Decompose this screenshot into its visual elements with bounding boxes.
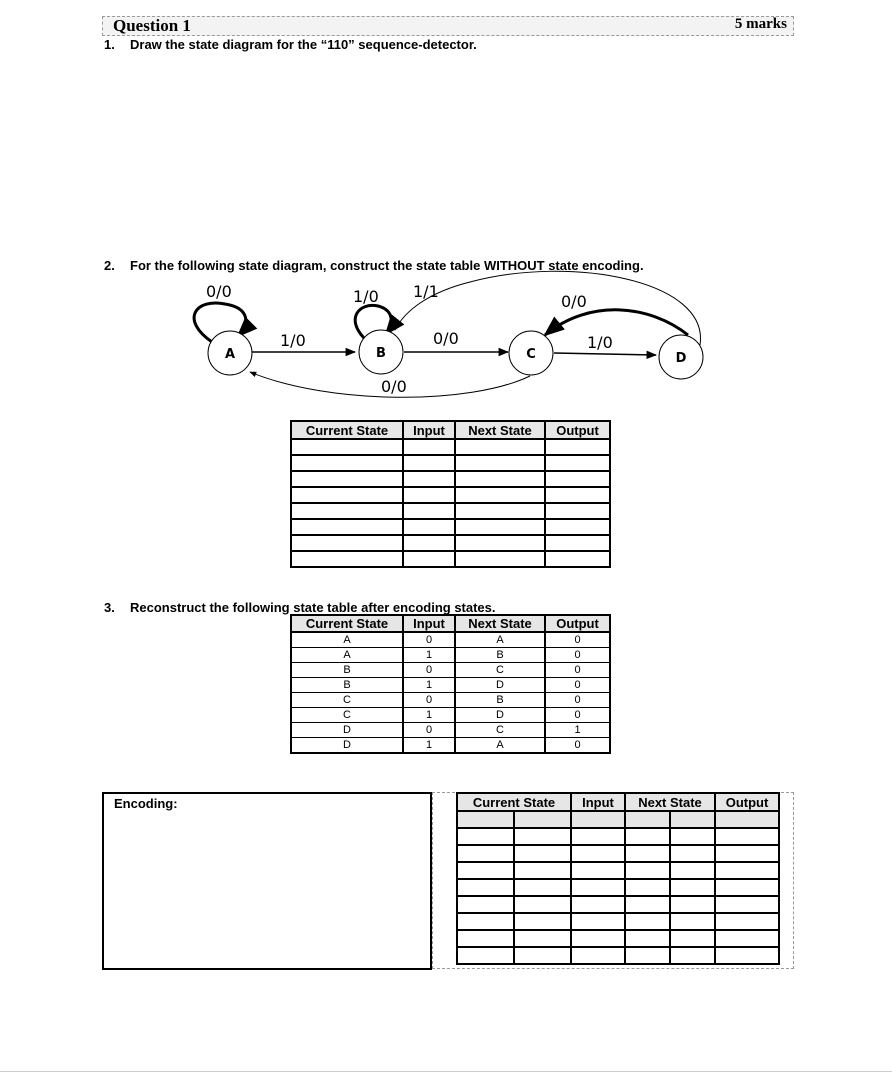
cell-current-state: D <box>291 738 403 754</box>
blank-cell[interactable] <box>545 471 610 487</box>
label-a-self: 0/0 <box>206 282 232 301</box>
blank-row <box>457 947 779 964</box>
encoded-state-table-blank <box>456 792 780 965</box>
blank-cell[interactable] <box>455 471 545 487</box>
question-1-number: 1. <box>104 37 115 52</box>
blank-cell[interactable] <box>571 896 625 913</box>
blank-cell[interactable] <box>715 930 779 947</box>
blank-cell[interactable] <box>457 862 514 879</box>
blank-cell[interactable] <box>625 947 670 964</box>
state-c-label: C <box>526 347 536 362</box>
blank-row <box>291 439 610 455</box>
blank-cell[interactable] <box>545 439 610 455</box>
question-1-text: Draw the state diagram for the “110” sequence-detector. <box>130 37 477 52</box>
table-row <box>291 693 610 708</box>
cell-output: 0 <box>545 648 610 663</box>
blank-cell[interactable] <box>571 828 625 845</box>
blank-cell[interactable] <box>514 879 571 896</box>
cell-next-state: C <box>455 723 545 738</box>
header-output: Output <box>715 793 779 811</box>
cell-current-state: B <box>291 663 403 678</box>
cell-current-state: A <box>291 632 403 648</box>
question-3-number: 3. <box>104 600 115 615</box>
blank-cell[interactable] <box>457 947 514 964</box>
blank-cell[interactable] <box>291 535 403 551</box>
label-d-to-b: 1/1 <box>413 282 439 301</box>
label-b-to-c: 0/0 <box>433 329 459 348</box>
cell-input: 0 <box>403 632 455 648</box>
blank-cell[interactable] <box>670 828 715 845</box>
header-output: Output <box>545 421 610 439</box>
state-table-blank <box>290 420 611 568</box>
blank-cell[interactable] <box>291 439 403 455</box>
blank-cell[interactable] <box>715 913 779 930</box>
cell-input: 1 <box>403 648 455 663</box>
header-current-state: Current State <box>457 793 571 811</box>
blank-cell[interactable] <box>403 519 455 535</box>
state-table-filled <box>290 614 611 754</box>
blank-cell[interactable] <box>625 845 670 862</box>
table-row <box>291 708 610 723</box>
question-title: Question 1 <box>113 16 191 35</box>
header-current-state: Current State <box>291 421 403 439</box>
blank-cell[interactable] <box>625 811 670 828</box>
blank-cell[interactable] <box>457 896 514 913</box>
blank-cell[interactable] <box>457 845 514 862</box>
blank-cell[interactable] <box>545 519 610 535</box>
cell-output: 1 <box>545 723 610 738</box>
header-current-state: Current State <box>291 615 403 632</box>
blank-cell[interactable] <box>625 828 670 845</box>
table-row <box>291 632 610 648</box>
encoding-box[interactable] <box>102 792 432 970</box>
cell-input: 1 <box>403 738 455 754</box>
blank-cell[interactable] <box>455 519 545 535</box>
cell-input: 1 <box>403 678 455 693</box>
header-input: Input <box>403 421 455 439</box>
header-next-state: Next State <box>455 421 545 439</box>
blank-row <box>291 471 610 487</box>
cell-input: 1 <box>403 708 455 723</box>
header-output: Output <box>545 615 610 632</box>
header-next-state: Next State <box>625 793 715 811</box>
blank-row <box>457 879 779 896</box>
blank-cell[interactable] <box>715 828 779 845</box>
blank-cell[interactable] <box>545 455 610 471</box>
blank-cell[interactable] <box>625 913 670 930</box>
blank-cell[interactable] <box>455 503 545 519</box>
question-3-text: Reconstruct the following state table after encoding states. <box>130 600 496 615</box>
blank-cell[interactable] <box>455 535 545 551</box>
table-row <box>291 648 610 663</box>
cell-output: 0 <box>545 738 610 754</box>
blank-cell[interactable] <box>715 862 779 879</box>
table-row <box>291 663 610 678</box>
encoding-label: Encoding: <box>114 796 178 811</box>
blank-cell[interactable] <box>291 551 403 567</box>
blank-row <box>291 535 610 551</box>
cell-output: 0 <box>545 708 610 723</box>
cell-input: 0 <box>403 723 455 738</box>
cell-current-state: A <box>291 648 403 663</box>
cell-next-state: C <box>455 663 545 678</box>
table-row <box>291 723 610 738</box>
blank-row <box>457 896 779 913</box>
blank-cell[interactable] <box>291 455 403 471</box>
blank-row <box>457 828 779 845</box>
table-row <box>291 738 610 754</box>
blank-cell[interactable] <box>571 947 625 964</box>
question-2-number: 2. <box>104 258 115 273</box>
state-d <box>659 335 703 379</box>
blank-row <box>457 862 779 879</box>
blank-cell[interactable] <box>514 828 571 845</box>
blank-row <box>291 455 610 471</box>
label-d-to-c: 0/0 <box>561 292 587 311</box>
state-d-label: D <box>675 351 687 366</box>
state-a <box>208 331 252 375</box>
state-b-label: B <box>376 346 386 361</box>
blank-row <box>457 930 779 947</box>
blank-cell[interactable] <box>403 439 455 455</box>
blank-cell[interactable] <box>625 930 670 947</box>
cell-next-state: D <box>455 708 545 723</box>
cell-output: 0 <box>545 663 610 678</box>
blank-cell[interactable] <box>455 439 545 455</box>
blank-row <box>291 551 610 567</box>
blank-cell[interactable] <box>291 471 403 487</box>
blank-row <box>291 487 610 503</box>
blank-cell[interactable] <box>403 487 455 503</box>
state-c <box>509 331 553 375</box>
label-c-to-a: 0/0 <box>381 377 407 396</box>
header-input: Input <box>571 793 625 811</box>
blank-cell[interactable] <box>670 896 715 913</box>
blank-cell[interactable] <box>670 845 715 862</box>
cell-next-state: D <box>455 678 545 693</box>
blank-cell[interactable] <box>291 519 403 535</box>
blank-cell[interactable] <box>403 455 455 471</box>
cell-current-state: D <box>291 723 403 738</box>
blank-cell[interactable] <box>455 551 545 567</box>
blank-cell[interactable] <box>670 811 715 828</box>
blank-cell[interactable] <box>715 879 779 896</box>
blank-cell[interactable] <box>457 879 514 896</box>
blank-cell[interactable] <box>514 896 571 913</box>
cell-next-state: B <box>455 648 545 663</box>
cell-next-state: A <box>455 738 545 754</box>
blank-cell[interactable] <box>670 879 715 896</box>
blank-cell[interactable] <box>571 862 625 879</box>
blank-cell[interactable] <box>514 930 571 947</box>
label-a-to-b: 1/0 <box>280 331 306 350</box>
blank-cell[interactable] <box>403 551 455 567</box>
label-c-to-d: 1/0 <box>587 333 613 352</box>
cell-next-state: B <box>455 693 545 708</box>
blank-row <box>457 811 779 828</box>
blank-cell[interactable] <box>625 879 670 896</box>
blank-cell[interactable] <box>514 845 571 862</box>
transition-c-to-d <box>554 353 656 355</box>
blank-cell[interactable] <box>545 551 610 567</box>
cell-current-state: C <box>291 708 403 723</box>
blank-cell[interactable] <box>571 811 625 828</box>
transition-d-to-c <box>545 310 688 335</box>
header-input: Input <box>403 615 455 632</box>
blank-cell[interactable] <box>291 487 403 503</box>
blank-cell[interactable] <box>625 862 670 879</box>
blank-cell[interactable] <box>545 535 610 551</box>
blank-cell[interactable] <box>625 896 670 913</box>
state-diagram <box>0 0 892 420</box>
cell-input: 0 <box>403 663 455 678</box>
header-next-state: Next State <box>455 615 545 632</box>
blank-cell[interactable] <box>403 535 455 551</box>
table-row <box>291 678 610 693</box>
blank-cell[interactable] <box>457 930 514 947</box>
blank-cell[interactable] <box>514 811 571 828</box>
blank-cell[interactable] <box>545 487 610 503</box>
blank-cell[interactable] <box>403 503 455 519</box>
cell-output: 0 <box>545 693 610 708</box>
blank-cell[interactable] <box>514 862 571 879</box>
blank-cell[interactable] <box>670 930 715 947</box>
blank-cell[interactable] <box>571 879 625 896</box>
blank-cell[interactable] <box>545 503 610 519</box>
page-bottom-divider <box>0 1071 892 1072</box>
blank-cell[interactable] <box>457 913 514 930</box>
label-b-self: 1/0 <box>353 287 379 306</box>
blank-row <box>457 845 779 862</box>
blank-cell[interactable] <box>715 811 779 828</box>
state-b <box>359 330 403 374</box>
blank-cell[interactable] <box>457 828 514 845</box>
blank-cell[interactable] <box>291 503 403 519</box>
question-2-text: For the following state diagram, construct the state table WITHOUT state encoding. <box>130 258 644 273</box>
blank-cell[interactable] <box>571 913 625 930</box>
blank-cell[interactable] <box>670 947 715 964</box>
blank-cell[interactable] <box>670 913 715 930</box>
question-3 <box>104 600 496 615</box>
cell-current-state: B <box>291 678 403 693</box>
cell-output: 0 <box>545 678 610 693</box>
blank-cell[interactable] <box>715 947 779 964</box>
blank-cell[interactable] <box>514 947 571 964</box>
blank-cell[interactable] <box>571 930 625 947</box>
blank-cell[interactable] <box>455 455 545 471</box>
blank-cell[interactable] <box>457 811 514 828</box>
cell-input: 0 <box>403 693 455 708</box>
blank-cell[interactable] <box>455 487 545 503</box>
blank-row <box>457 913 779 930</box>
state-a-label: A <box>224 347 236 362</box>
blank-cell[interactable] <box>715 845 779 862</box>
blank-row <box>291 503 610 519</box>
blank-cell[interactable] <box>403 471 455 487</box>
blank-cell[interactable] <box>514 913 571 930</box>
blank-cell[interactable] <box>715 896 779 913</box>
blank-row <box>291 519 610 535</box>
question-marks: 5 marks <box>734 16 787 32</box>
cell-output: 0 <box>545 632 610 648</box>
cell-next-state: A <box>455 632 545 648</box>
blank-cell[interactable] <box>571 845 625 862</box>
blank-cell[interactable] <box>670 862 715 879</box>
cell-current-state: C <box>291 693 403 708</box>
